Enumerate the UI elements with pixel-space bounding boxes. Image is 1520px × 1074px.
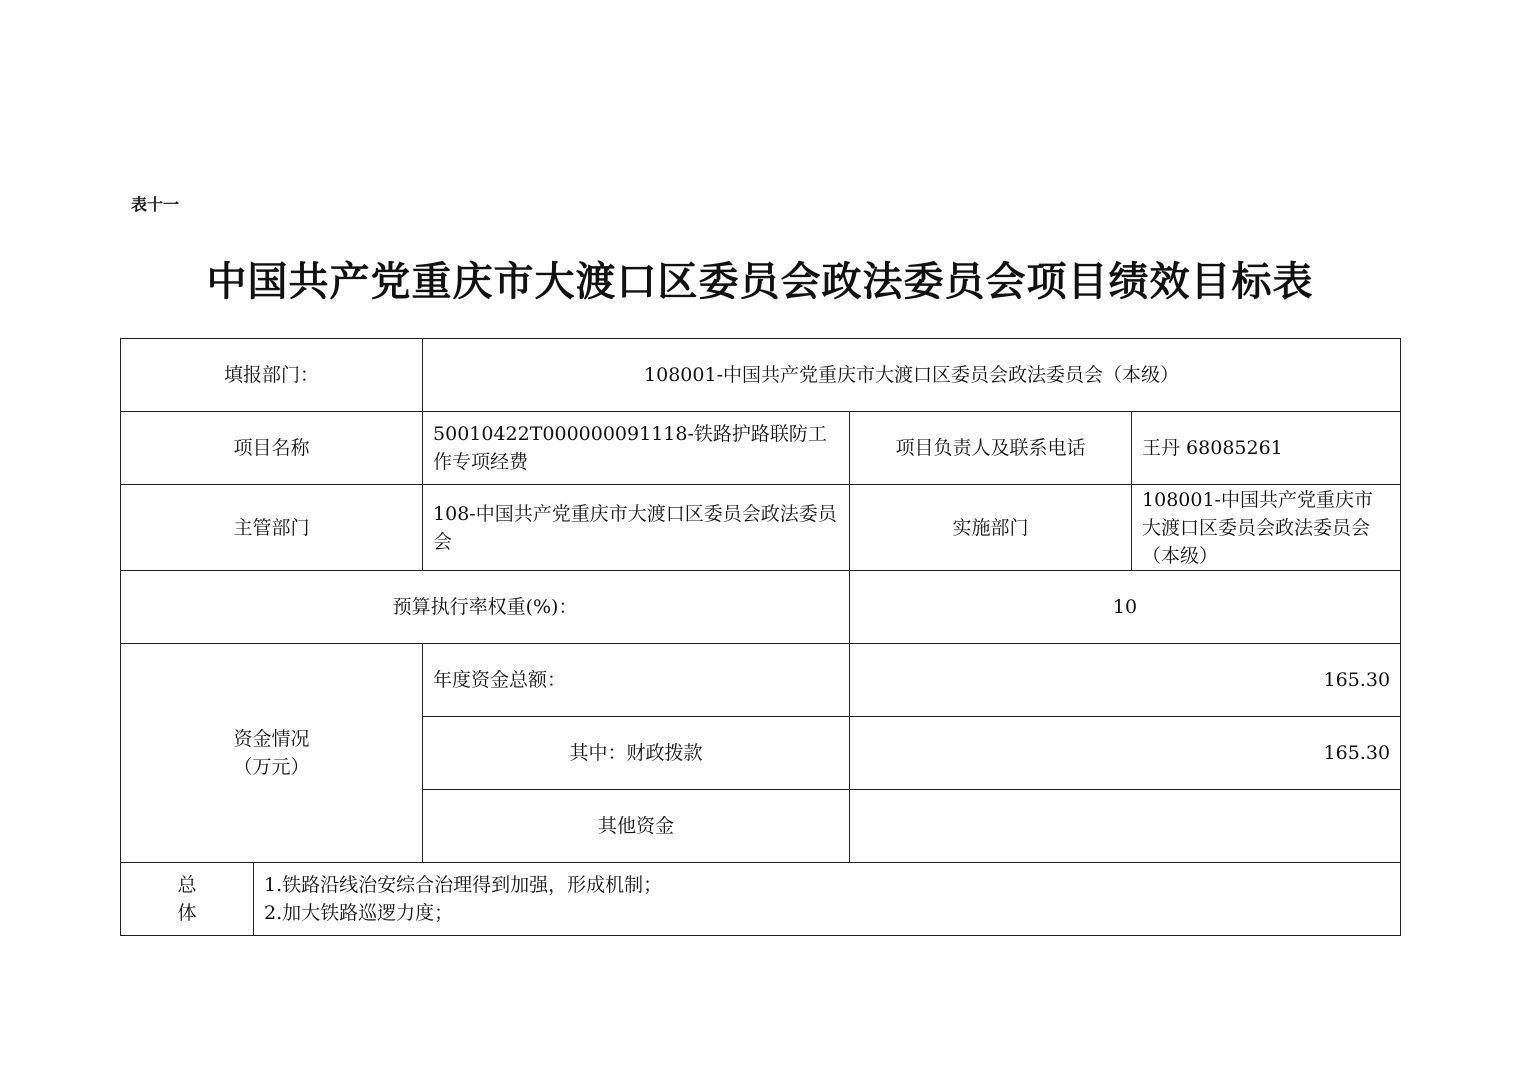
project-name-label: 项目名称 — [121, 412, 423, 485]
fiscal-label: 其中：财政拨款 — [423, 717, 850, 790]
impl-label: 实施部门 — [850, 485, 1132, 571]
supervisor-value: 108-中国共产党重庆市大渡口区委员会政法委员会 — [423, 485, 850, 571]
goal-label-line2: 体 — [177, 902, 197, 924]
goal-label-line1: 总 — [177, 874, 197, 896]
row-overall-goal — [121, 863, 1401, 936]
funds-label — [121, 644, 423, 863]
table-number: 表十一 — [131, 195, 180, 214]
row-dept — [121, 339, 1401, 412]
impl-value: 108001-中国共产党重庆市大渡口区委员会政法委员会（本级） — [1132, 485, 1401, 571]
funds-label-line1: 资金情况 — [233, 728, 310, 750]
annual-total-value: 165.30 — [850, 644, 1401, 717]
dept-label: 填报部门： — [121, 339, 423, 412]
performance-goal-table — [120, 338, 1401, 936]
fiscal-value: 165.30 — [850, 717, 1401, 790]
other-value — [850, 790, 1401, 863]
row-supervisor — [121, 485, 1401, 571]
budget-weight-value: 10 — [850, 571, 1401, 644]
dept-value: 108001-中国共产党重庆市大渡口区委员会政法委员会（本级） — [423, 339, 1401, 412]
row-project-name — [121, 412, 1401, 485]
budget-weight-label: 预算执行率权重(%)： — [121, 571, 850, 644]
row-annual-total — [121, 644, 1401, 717]
manager-value: 王丹 68085261 — [1132, 412, 1401, 485]
project-name-value: 50010422T000000091118-铁路护路联防工作专项经费 — [423, 412, 850, 485]
document-title: 中国共产党重庆市大渡口区委员会政法委员会项目绩效目标表 — [206, 258, 1314, 305]
goal-text — [254, 863, 1401, 936]
other-label: 其他资金 — [423, 790, 850, 863]
goal-label — [121, 863, 254, 936]
row-budget-weight — [121, 571, 1401, 644]
manager-label: 项目负责人及联系电话 — [850, 412, 1132, 485]
annual-total-label: 年度资金总额： — [423, 644, 850, 717]
supervisor-label: 主管部门 — [121, 485, 423, 571]
funds-label-line2: （万元） — [233, 756, 310, 778]
goal-item-2: 2.加大铁路巡逻力度； — [264, 902, 454, 924]
goal-item-1: 1.铁路沿线治安综合治理得到加强，形成机制； — [264, 874, 663, 896]
